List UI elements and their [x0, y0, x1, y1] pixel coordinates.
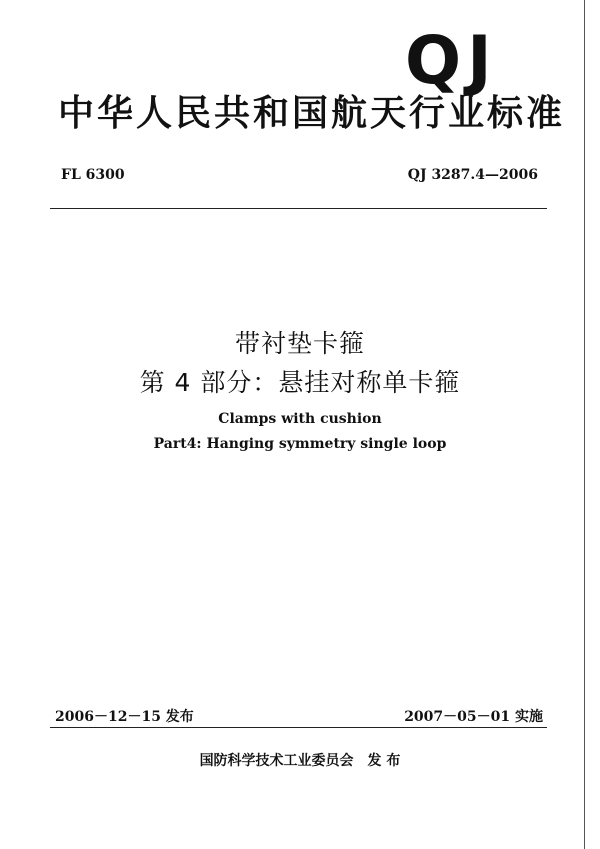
document-subtitle-en: Part4: Hanging symmetry single loop — [153, 436, 447, 452]
publisher: 国防科学技术工业委员会 发 布 — [199, 753, 401, 769]
effective-date: 2007－05－01 实施 — [404, 709, 543, 725]
bottom-divider — [50, 727, 547, 728]
qj-logo: QJ — [405, 22, 498, 99]
standard-category-title: 中华人民共和国航天行业标准 — [58, 93, 566, 134]
document-title-en: Clamps with cushion — [218, 411, 382, 427]
standard-number: QJ 3287.4—2006 — [407, 167, 538, 183]
document-title-cn: 带衬垫卡箍 — [234, 329, 365, 358]
document-subtitle-cn: 第 4 部分：悬挂对称单卡箍 — [139, 368, 461, 397]
classification-code: FL 6300 — [61, 167, 125, 183]
top-divider — [50, 208, 547, 209]
scan-edge-line — [584, 0, 585, 849]
issue-date: 2006－12－15 发布 — [55, 709, 194, 725]
